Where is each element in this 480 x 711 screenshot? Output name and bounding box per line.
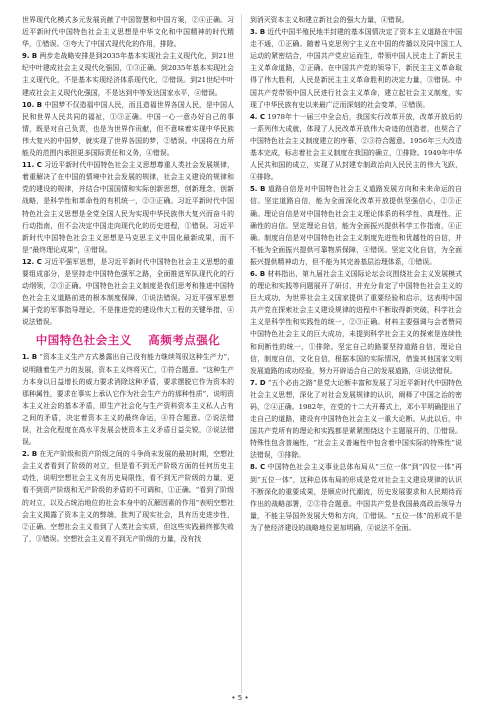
answer-continuation: 世界现代化模式多元发展贡献了中国智慧和中国方案，②④正确。习近平新时代中国特色社会主义思想是中华文化和中国精神的时代精华，①错误。③夸大了中国式现代化的作用，排除。	[22, 16, 234, 49]
answer-item-2	[22, 448, 234, 545]
answer-text: “资本主义生产方式暴露出自己没有能力继续驾驭这种生产力”，说明随着生产力的发展，资本主义终将灭亡，①符合题意。“这种生产力本身以日益增长的威力要求消除这种矛盾，要求摆脱它作为资本的那种属性，要求在事实上承认它作为社会生产力的那种性质”，说明资本主义社会的基本矛盾，即生产社会化与生产资料资本主义私人占有之间的矛盾，决定着资本主义的最终命运，④符合题意。②说法错误，社会化程度在高水平发展会使资本主义矛盾日益尖锐，③说法错误。	[22, 353, 234, 447]
answer-item-11	[22, 159, 234, 256]
answer-text: “五个必由之路”是党大论断丰富和发展了习近平新时代中国特色社会主义思想，深化了对社会发展规律的认识，阐释了中国之治的密码，②④正确。1982年，在党的十二大开幕式上，邓小平明确提出了走自己的道路，建设有中国特色社会主义一重大论断。从此以后，中国共产党所有的理论和实践都是紧紧围绕这个主题展开的，①错误。特殊性包含普遍性，“社会主义普遍性中包含着中国实际的特殊性”说法错误，③排除。	[250, 378, 462, 460]
left-column	[22, 14, 234, 694]
answer-text: 习近平新时代中国特色社会主义思想尊重人类社会发展规律，着重解决了在中国的情境中社会发展的规律，社会主义建设的规律和党的建设的规律，并结合中国国情和实际创新思想，创新理念，创新战略，是科学性和革命性的有机统一，②③正确。习近平新时代中国特色社会主义思想是全党全国人民为实现中华民族伟大复兴而奋斗的行动指南，但不会决定中国走向现代化的历史进程，①错误。习近平新时代中国特色社会主义思想是马克思主义中国化最新成果，而不是“最终理论成果”，④错误。	[22, 161, 234, 254]
section-heading-right: 高频考点强化	[148, 333, 221, 348]
answer-item-12	[22, 256, 234, 329]
page-number: • 5 •	[231, 694, 249, 702]
answer-number: 4. C	[250, 112, 266, 121]
answer-number: 8. C	[250, 463, 266, 472]
answer-text: 中国特色社会主义事业总体布局从“三位一体”到“四位一体”再到“五位一体”，这种总体布局的形成是党对社会主义建设规律的认识不断深化的重要成果，是顺应时代潮流，历史发展要求和人民期待而作出的战略部署，②③符合题意。中国共产党是我国最高政治领导力量，不能主导国外发展大势和方向，①错误。“五位一体”的形成不是为了使经济建设的战略地位更加明确，④说法不全面。	[250, 463, 462, 532]
answer-text: 1978年十一届三中全会后，我国实行改革开放，改革开放后的一系列伟大成就，体现了人民改革开放伟大奇迹的创造者，也契合了中国特色社会主义制度建立的序幕，②③符合题意。1956年三大改造基本完成，标志着社会主义制度在我国的确立，①排除。1949年中华人民共和国的成立，实现了从封建专制政治向人民民主的伟大飞跃，④排除。	[250, 112, 462, 182]
answer-text: 材料指出，第九届社会主义国际论坛会议围绕社会主义发展模式的理论和实践等问题展开了研讨，并充分肯定了中国特色社会主义的巨大成功，为世界社会主义国家提供了重要经验和启示，这表明中国共产党在探索社会主义建设规律的进程中不断取得新突破，科学社会主义是科学性和实践性的统一，②③正确。材料主要强调与会者赞同中国特色社会主义的巨大成功，未提到科学社会主义的探索是连续性和间断性的统一，①排除。坚定自己的路要坚持道路自信，理论自信，制度自信，文化自信，根据本国的实际情况，借鉴其他国家文明发展道路的成功经验，努力开辟适合自己的发展道路，④说法错误。	[250, 269, 462, 375]
answer-text: 在无产阶级和资产阶级之间的斗争尚未发展的最初时期，空想社会主义者看到了阶级的对立，但是看不到无产阶级方面的任何历史主动性，说明空想社会主义有历史局限性，看不到无产阶级的力量，更看不到资产阶级和无产阶级的矛盾的不可调和，①正确。“看到了阶级的对立，以及占统治地位的社会本身中的瓦解因素的作用”表明空想社会主义揭露了资本主义的弊端，批判了现实社会，具有历史进步性，②正确。空想社会主义看到了人类社会实质，但这些实践最终都失败了，③错误。空想社会主义看不到无产阶级的力量，没有找	[22, 450, 234, 543]
answer-number: 6. B	[250, 269, 266, 278]
answer-number: 3. B	[250, 28, 266, 37]
answer-number: 10. B	[22, 100, 42, 109]
answer-item-10	[22, 99, 234, 159]
answer-text: 道路自信是对中国特色社会主义道路发展方向和未来命运的自信。坚定道路自信，能为全面深化改革开放提供坚强信心，②③正确。理论自信是对中国特色社会主义理论体系的科学性、真理性、正确性的自信。坚定理论自信，能为全面振兴提供科学工作指南，④正确。制度自信是对中国特色社会主义制度先进性和优越性的自信，并不能为全面振兴提供可靠物质保障，④错误。坚定文化自信，为全面振兴提供精神动力，但不能为其完善基层治理体系，①错误。	[250, 185, 462, 266]
answer-continuation: 到消灭资本主义和建立新社会的强大力量，④错误。	[250, 16, 409, 24]
answer-text: 习近平强军思想，是习近平新时代中国特色社会主义思想的重要组成部分，是坚持走中国特色强军之路，全面推进军队现代化的行动纲领，②③正确。中国特色社会主义制度是我们思考和推进中国特色社会主义道路前进的根本制度保障，①说法错误。习近平强军思想属于党的军事指导理论，不是推进党的建设伟大工程的关键举措，④说法错误。	[22, 257, 234, 327]
answer-number: 2. B	[22, 450, 38, 459]
answer-item-1	[22, 351, 234, 448]
answer-number: 7. D	[250, 378, 266, 387]
page-body	[22, 14, 462, 694]
answer-item-3	[250, 26, 462, 111]
answer-number: 5. B	[250, 185, 266, 194]
answer-item-9	[22, 50, 234, 98]
answer-item-8	[250, 461, 462, 534]
answer-number: 12. C	[22, 257, 42, 266]
answer-text: 两步走战略安排是到2035年基本实现社会主义现代化，到21世纪中叶建成社会主义现代化强国，①③正确。到2035年基本实现社会主义现代化，不是基本实现经济体系现代化，②错误。到21世纪中叶建成社会主义现代化强国，不是达到中等发达国家水平，④错误。	[22, 52, 234, 97]
answer-number: 9. B	[22, 52, 38, 61]
answer-item-7	[250, 377, 462, 462]
column-divider	[241, 14, 242, 694]
answer-number: 1. B	[22, 353, 38, 362]
answer-item-5	[250, 183, 462, 268]
answer-text: 近代中国半殖民地半封建的基本国情决定了资本主义道路在中国走不通，①正确。随着马克思列宁主义在中国的传播以及同中国工人运动的紧密结合，中国共产党应运而生，带领中国人民走上了新民主主义革命道路，②正确。在中国共产党的领导下，新民主主义革命取得了伟大胜利，人民是新民主主义革命胜利的决定力量，③错误。中国共产党带领中国人民进行社会主义革命，建立起社会主义制度，实现了中华民族有史以来最广泛而深刻的社会变革，④错误。	[250, 28, 462, 109]
answer-number: 11. C	[22, 161, 42, 170]
answer-item-4	[250, 111, 462, 184]
answer-item-6	[250, 268, 462, 377]
right-column	[250, 14, 462, 694]
answer-text: 中国梦不仅造福中国人民，而且造福世界各国人民，是中国人民和世界人民共同的福祉，①③正确。中国一心一意办好自己的事情，既是对自己负责，也是为世界作贡献，但不意味着实现中华民族伟大复兴的中国梦，就实现了世界各国的梦，②错误。中国将在力所能及的范围内承担更多国际责任和义务，④错误。	[22, 100, 235, 158]
section-heading	[22, 332, 234, 348]
section-heading-left: 中国特色社会主义	[35, 333, 132, 348]
